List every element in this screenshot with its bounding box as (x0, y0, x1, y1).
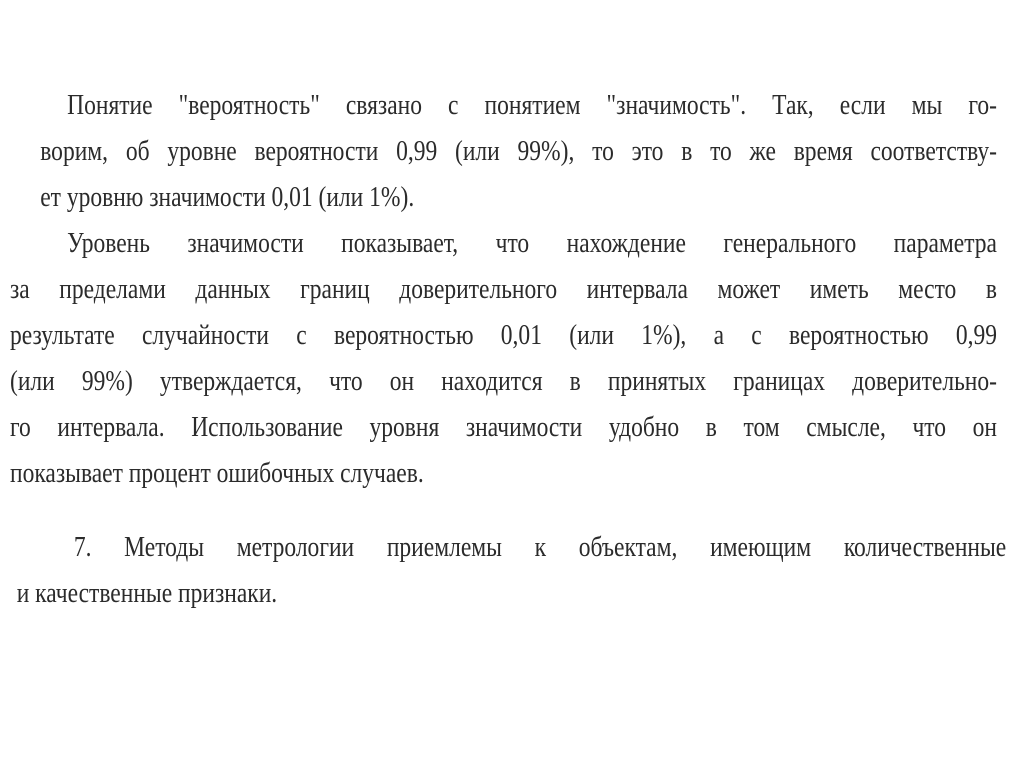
paragraph-2-line-6: показывает процент ошибочных случаев. (10, 458, 424, 489)
paragraph-1-line-3: ет уровню значимости 0,01 (или 1%). (40, 182, 415, 213)
paragraph-1-line-1: Понятие "вероятность" связано с понятием "значимость". Так, если мы го- (67, 90, 997, 121)
paragraph-2-line-4: (или 99%) утверждается, что он находится в принятых границах доверительно- (10, 366, 997, 397)
paragraph-3-line-1: 7. Методы метрологии приемлемы к объектам, имеющим количественные (73, 532, 1007, 563)
paragraph-2-line-1: Уровень значимости показывает, что нахождение генерального параметра (67, 228, 997, 259)
paragraph-2-line-5: го интервала. Использование уровня значимости удобно в том смысле, что он (10, 412, 997, 443)
paragraph-1-line-2: ворим, об уровне вероятности 0,99 (или 99%), то это в то же время соответству- (40, 136, 997, 167)
paragraph-3-line-2: и качественные признаки. (16, 578, 278, 609)
paragraph-2-line-2: за пределами данных границ доверительного интервала может иметь место в (10, 274, 997, 305)
paragraph-2-line-3: результате случайности с вероятностью 0,01 (или 1%), а с вероятностью 0,99 (10, 320, 997, 351)
